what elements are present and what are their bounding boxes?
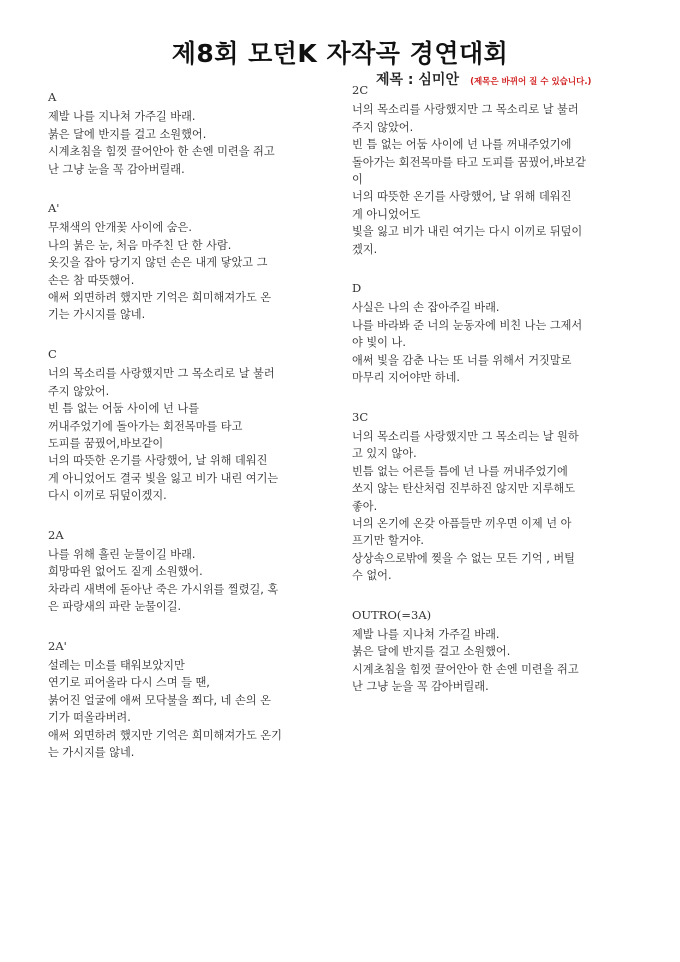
section-label: 2C — [352, 83, 369, 97]
left-column — [48, 89, 333, 783]
lyric-section — [352, 82, 637, 258]
lyric-line: 프기만 할거야. — [352, 534, 424, 548]
lyric-line: 설레는 미소를 태워보았지만 — [48, 658, 185, 672]
section-label: 2A' — [48, 638, 67, 653]
lyric-line: 나를 위해 흘린 눈물이길 바래. — [48, 547, 196, 561]
lyric-line: 다시 이끼로 뒤덮이겠지. — [48, 489, 167, 503]
lyric-line: 무채색의 안개꽃 사이에 숨은. — [48, 221, 192, 235]
section-label: OUTRO(=3A) — [352, 607, 432, 622]
lyric-line: 기가 떠올라버려. — [48, 711, 131, 725]
lyric-line: 사실은 나의 손 잡아주길 바래. — [352, 301, 500, 315]
lyric-line: 붉은 달에 반지를 걸고 소원했어. — [352, 645, 511, 659]
section-label: A — [48, 90, 57, 104]
lyric-line: 는 가시지를 않네. — [48, 746, 135, 759]
lyric-line: 주지 않았어. — [352, 120, 414, 134]
lyric-line: 희망따윈 없어도 짙게 소원했어. — [48, 565, 203, 579]
lyric-line: 시계초침을 힘껏 끌어안아 한 손엔 미련을 쥐고 — [48, 145, 275, 159]
lyric-line: 제발 나를 지나쳐 가주길 바래. — [352, 627, 500, 641]
lyric-line: 게 아니었어도 — [352, 207, 421, 221]
lyric-line: 너의 온기에 온갖 아픔들만 끼우면 이제 넌 아 — [352, 516, 572, 530]
lyric-section — [48, 527, 333, 616]
lyric-line: 게 아니었어도 결국 빛을 잃고 비가 내린 여기는 — [48, 471, 279, 485]
lyric-line: 나의 붉은 눈, 처음 마주친 단 한 사람. — [48, 238, 232, 252]
lyric-line: 난 그냥 눈을 꼭 감아버릴래. — [352, 680, 489, 694]
lyric-line: 애써 외면하려 했지만 기억은 희미해져가도 온 — [48, 291, 272, 305]
lyric-line: 붉은 달에 반지를 걸고 소원했어. — [48, 127, 207, 141]
lyric-line: 은 파랑새의 파란 눈물이길. — [48, 600, 182, 614]
page-title: 제8회 모던K 자작곡 경연대회 — [171, 39, 509, 68]
section-label: D — [352, 281, 362, 296]
lyric-section — [352, 607, 637, 696]
lyric-line: 빈틈 없는 어른들 틈에 넌 나를 꺼내주었기에 — [352, 464, 568, 478]
lyric-line: 꺼내주었기에 돌아가는 회전목마를 타고 — [48, 419, 243, 433]
lyric-section — [48, 200, 333, 324]
lyric-line: 돌아가는 회전목마를 타고 도피를 꿈꿨어,바보같 — [352, 155, 586, 169]
lyric-line: 이 — [352, 173, 363, 187]
lyric-line: 상상속으로밖에 찢을 수 없는 모든 기억 , 버틸 — [352, 551, 575, 565]
lyric-line: 너의 목소리를 사랑했지만 그 목소리는 날 원하 — [352, 429, 579, 443]
section-label: 2A — [48, 527, 64, 542]
lyric-line: 애써 빛을 감춘 나는 또 너를 위해서 거짓말로 — [352, 353, 572, 367]
lyric-line: 빈 틈 없는 어둠 사이에 넌 나를 — [48, 402, 200, 416]
lyric-line: 너의 목소리를 사랑했지만 그 목소리로 날 불러 — [48, 367, 275, 381]
lyric-line: 차라리 새벽에 돋아난 죽은 가시위를 찔렸길, 혹 — [48, 582, 279, 596]
right-column — [352, 82, 637, 718]
lyric-line: 마무리 지어야만 하네. — [352, 371, 460, 385]
lyric-section — [352, 409, 637, 585]
lyric-line: 빛을 잃고 비가 내린 여기는 다시 이끼로 뒤덮이 — [352, 225, 583, 239]
lyric-line: 도피를 꿈꿨어,바보같이 — [48, 436, 164, 450]
section-label: 3C — [352, 409, 369, 424]
song-title: 제목 : 심미안 — [376, 72, 459, 88]
lyric-line: 쏘지 않는 탄산처럼 진부하진 않지만 지루해도 — [352, 482, 576, 496]
lyric-line: 고 있지 않아. — [352, 447, 417, 461]
lyric-line: 너의 목소리를 사랑했지만 그 목소리로 날 불러 — [352, 103, 579, 117]
lyric-section — [352, 280, 637, 386]
lyric-line: 붉어진 얼굴에 애써 모닥불을 쬐다, 네 손의 온 — [48, 693, 271, 707]
lyric-line: 수 없어. — [352, 569, 392, 583]
lyric-section — [48, 89, 333, 178]
lyric-line: 야 빛이 나. — [352, 336, 406, 350]
lyric-line: 시계초침을 힘껏 끌어안아 한 손엔 미련을 쥐고 — [352, 662, 579, 676]
lyric-line: 빈 틈 없는 어둠 사이에 넌 나를 꺼내주었기에 — [352, 138, 572, 152]
lyric-line: 옷깃을 잡아 당기지 않던 손은 내게 닿았고 그 — [48, 256, 268, 270]
section-label: C — [48, 346, 57, 361]
lyric-line: 겠지. — [352, 242, 378, 256]
lyric-line: 난 그냥 눈을 꼭 감아버릴래. — [48, 162, 185, 176]
lyric-section — [48, 346, 333, 505]
lyric-line: 좋아. — [352, 499, 378, 513]
lyric-line: 주지 않았어. — [48, 384, 110, 398]
lyric-line: 너의 따뜻한 온기를 사랑했어, 날 위해 데워진 — [352, 190, 572, 204]
lyric-section — [48, 638, 333, 762]
lyric-line: 애써 외면하려 했지만 기억은 희미해져가도 온기 — [48, 728, 282, 742]
lyric-line: 제발 나를 지나쳐 가주길 바래. — [48, 110, 196, 124]
lyric-line: 연기로 피어올라 다시 스며 들 땐, — [48, 676, 210, 690]
lyric-line: 나를 바라봐 준 너의 눈동자에 비친 나는 그제서 — [352, 318, 583, 332]
lyric-line: 너의 따뜻한 온기를 사랑했어, 날 위해 데워진 — [48, 454, 268, 468]
lyric-line: 손은 참 따뜻했어. — [48, 273, 135, 287]
section-label: A' — [48, 201, 60, 216]
lyric-line: 기는 가시지를 않네. — [48, 308, 146, 322]
title-change-note: (제목은 바뀌어 질 수 있습니다.) — [470, 77, 592, 87]
